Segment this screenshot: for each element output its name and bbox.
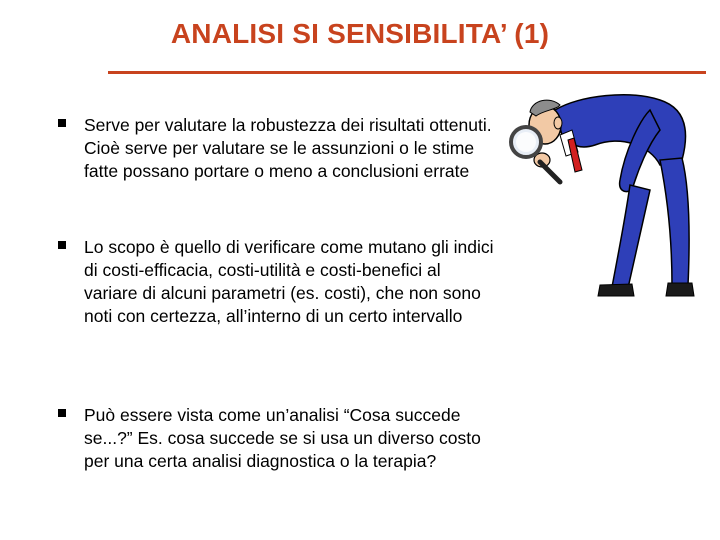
square-bullet-icon [58,119,66,127]
square-bullet-icon [58,409,66,417]
square-bullet-icon [58,241,66,249]
bullet-text: Lo scopo è quello di verificare come mutano gli indici di costi-efficacia, costi-utilità e costi-benefici al variare di alcuni parametri (es. costi), che non sono noti con certezza, all’interno di un certo intervallo [84,237,494,326]
bullet-text: Può essere vista come un’analisi “Cosa succede se...?” Es. cosa succede se si usa un diverso costo per una certa analisi diagnostica o la terapia? [84,405,481,471]
slide-title: ANALISI SI SENSIBILITA’ (1) [170,18,550,49]
magnifying-glass-man-illustration [500,90,700,300]
bullet-text: Serve per valutare la robustezza dei risultati ottenuti. Cioè serve per valutare se le assunzioni o le stime fatte possano portare o meno a conclusioni errate [84,115,492,181]
title-underline [108,71,706,74]
